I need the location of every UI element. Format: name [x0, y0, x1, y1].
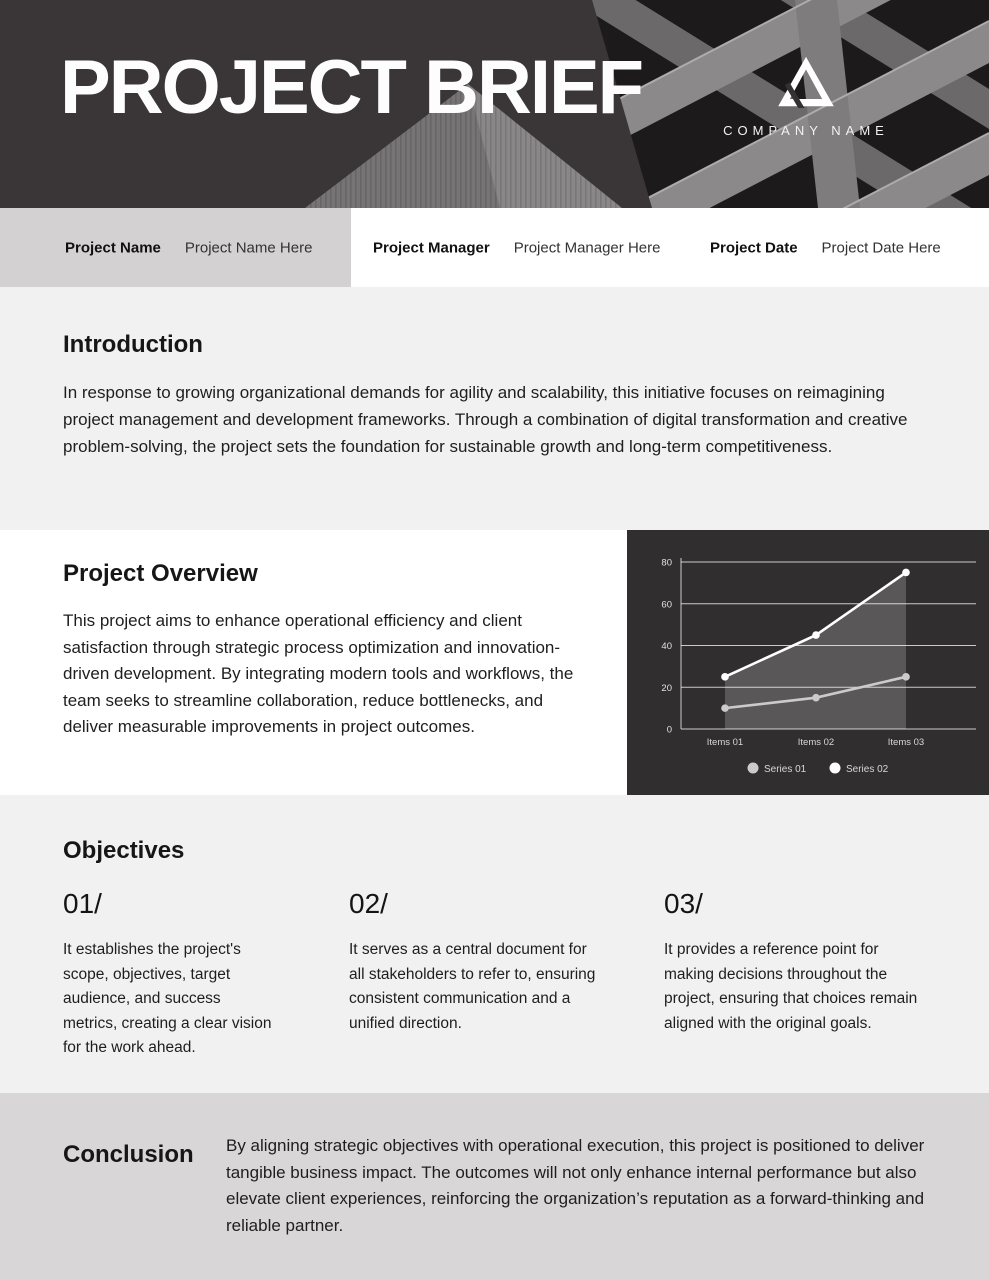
objective-number: 01/ [63, 888, 102, 919]
svg-text:Series 01: Series 01 [764, 764, 807, 775]
svg-text:20: 20 [661, 682, 672, 694]
info-bar [0, 208, 989, 287]
header [0, 0, 989, 208]
project-manager-field [373, 239, 660, 256]
svg-text:Items 02: Items 02 [797, 737, 835, 748]
conclusion-section [0, 1093, 989, 1280]
project-manager-label: Project Manager [373, 239, 490, 256]
page-title: PROJECT BRIEF [60, 45, 643, 130]
introduction-heading: Introduction [63, 331, 203, 358]
objective-text: It provides a reference point for making decisions throughout the project, ensuring that choices remain aligned with the original goals. [664, 941, 918, 1032]
svg-text:Series 02: Series 02 [846, 764, 889, 775]
line-chart [627, 530, 989, 795]
introduction-section [0, 287, 989, 530]
objectives-columns [63, 886, 989, 1061]
project-overview-section [0, 530, 627, 795]
project-date-label: Project Date [710, 239, 798, 256]
introduction-body: In response to growing organizational demands for agility and scalability, this initiative focuses on reimagining project management and development frameworks. Through a combination of digital transformation and creative problem-solving, the project sets the foundation for sustainable growth and long-term competitiveness. [63, 383, 908, 456]
project-overview-body: This project aims to enhance operational efficiency and client satisfaction through strategic process optimization and innovation-driven development. By integrating modern tools and workflows, the team seeks to streamline collaboration, reduce bottlenecks, and deliver measurable improvements in project outcomes. [63, 611, 574, 736]
svg-text:80: 80 [661, 557, 672, 569]
objectives-section [0, 795, 989, 1093]
conclusion-body: By aligning strategic objectives with operational execution, this project is positioned to deliver tangible business impact. The outcomes will not only enhance internal performance but also elevate client experiences, reinforcing the organization’s reputation as a forward-thinking and reliable partner. [226, 1136, 925, 1235]
svg-text:0: 0 [666, 724, 672, 736]
project-date-value: Project Date Here [821, 239, 941, 256]
project-name-field [65, 239, 312, 256]
objective-number: 03/ [664, 888, 703, 919]
project-overview-heading: Project Overview [63, 560, 258, 587]
company-name: COMPANY NAME [723, 123, 889, 138]
objective-item-2 [349, 886, 597, 1061]
svg-text:Items 01: Items 01 [706, 737, 744, 748]
project-name-value: Project Name Here [184, 239, 313, 256]
objectives-heading: Objectives [63, 837, 185, 864]
conclusion-heading: Conclusion [63, 1141, 194, 1168]
project-name-label: Project Name [65, 239, 161, 256]
company-logo [722, 56, 890, 138]
overview-chart [627, 530, 989, 795]
company-logo-icon [777, 56, 835, 108]
svg-text:40: 40 [661, 641, 672, 652]
objective-text: It serves as a central document for all stakeholders to refer to, ensuring consistent communication and a unified direction. [349, 941, 596, 1032]
overview-row [0, 530, 989, 795]
objective-text: It establishes the project's scope, objectives, target audience, and success metrics, creating a clear vision for the work ahead. [63, 941, 272, 1056]
project-date-field [710, 239, 941, 256]
objective-item-1 [63, 886, 278, 1061]
svg-text:60: 60 [661, 599, 672, 611]
objective-item-3 [664, 886, 920, 1061]
project-manager-value: Project Manager Here [513, 239, 661, 256]
svg-text:Items 03: Items 03 [887, 737, 925, 748]
objective-number: 02/ [349, 888, 388, 919]
